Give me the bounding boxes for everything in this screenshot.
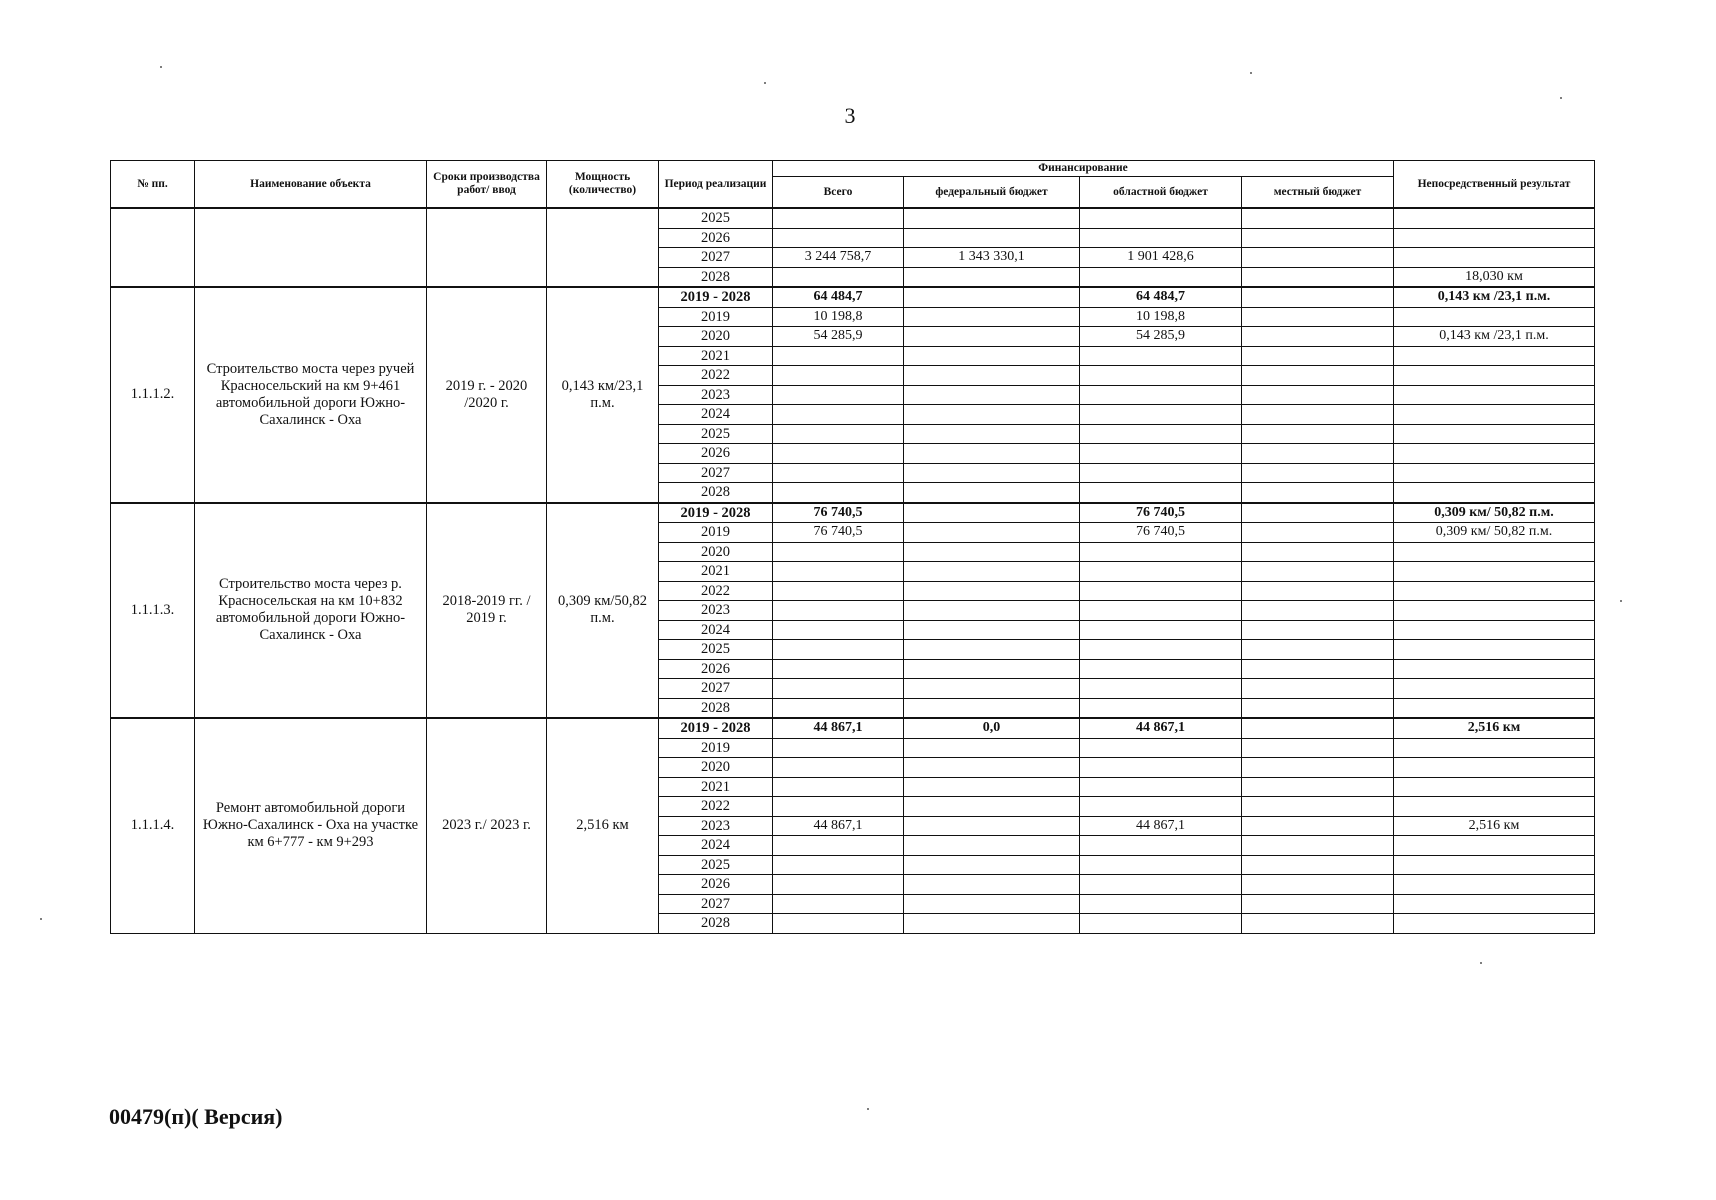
regional-cell [1080, 640, 1242, 660]
regional-cell [1080, 836, 1242, 856]
period-cell: 2027 [659, 248, 773, 268]
federal-cell [904, 698, 1080, 718]
federal-cell [904, 287, 1080, 307]
local-cell [1242, 797, 1394, 817]
local-cell [1242, 640, 1394, 660]
total-cell [773, 914, 904, 934]
result-cell [1394, 738, 1595, 758]
local-cell [1242, 444, 1394, 464]
regional-cell [1080, 424, 1242, 444]
local-cell [1242, 620, 1394, 640]
period-cell: 2020 [659, 758, 773, 778]
period-cell: 2019 - 2028 [659, 287, 773, 307]
total-cell [773, 777, 904, 797]
regional-cell [1080, 620, 1242, 640]
period-cell: 2027 [659, 679, 773, 699]
local-cell [1242, 287, 1394, 307]
total-cell: 76 740,5 [773, 523, 904, 543]
object-number: 1.1.1.4. [111, 718, 195, 933]
local-cell [1242, 777, 1394, 797]
regional-cell [1080, 698, 1242, 718]
regional-cell [1080, 758, 1242, 778]
total-cell [773, 483, 904, 503]
result-cell: 18,030 км [1394, 267, 1595, 287]
local-cell [1242, 542, 1394, 562]
federal-cell [904, 503, 1080, 523]
regional-cell [1080, 208, 1242, 228]
result-cell [1394, 640, 1595, 660]
federal-cell [904, 797, 1080, 817]
total-cell [773, 797, 904, 817]
total-cell [773, 267, 904, 287]
federal-cell [904, 228, 1080, 248]
period-cell: 2026 [659, 875, 773, 895]
local-cell [1242, 385, 1394, 405]
table-body [111, 208, 1595, 933]
table-row [111, 208, 1595, 228]
federal-cell [904, 777, 1080, 797]
total-cell [773, 836, 904, 856]
period-cell: 2019 [659, 738, 773, 758]
regional-cell: 44 867,1 [1080, 816, 1242, 836]
header-result: Непосредственный результат [1394, 161, 1595, 209]
regional-cell: 44 867,1 [1080, 718, 1242, 738]
local-cell [1242, 228, 1394, 248]
regional-cell [1080, 659, 1242, 679]
period-cell: 2019 [659, 523, 773, 543]
local-cell [1242, 523, 1394, 543]
document-code: 00479(п)( Версия) [109, 1104, 283, 1129]
federal-cell [904, 346, 1080, 366]
table-row [111, 287, 1595, 307]
scan-speck [1480, 962, 1482, 964]
result-cell [1394, 307, 1595, 327]
local-cell [1242, 208, 1394, 228]
local-cell [1242, 581, 1394, 601]
result-cell [1394, 385, 1595, 405]
federal-cell [904, 424, 1080, 444]
result-cell [1394, 698, 1595, 718]
regional-cell [1080, 894, 1242, 914]
local-cell [1242, 483, 1394, 503]
period-cell: 2028 [659, 914, 773, 934]
period-cell: 2026 [659, 228, 773, 248]
period-cell: 2026 [659, 444, 773, 464]
result-cell: 0,309 км/ 50,82 п.м. [1394, 503, 1595, 523]
result-cell [1394, 836, 1595, 856]
object-terms: 2023 г./ 2023 г. [427, 718, 547, 933]
local-cell [1242, 405, 1394, 425]
local-cell [1242, 738, 1394, 758]
regional-cell [1080, 385, 1242, 405]
result-cell [1394, 797, 1595, 817]
local-cell [1242, 307, 1394, 327]
period-cell: 2019 - 2028 [659, 503, 773, 523]
regional-cell [1080, 463, 1242, 483]
total-cell: 64 484,7 [773, 287, 904, 307]
header-name: Наименование объекта [195, 161, 427, 209]
total-cell: 10 198,8 [773, 307, 904, 327]
result-cell [1394, 366, 1595, 386]
header-period: Период реализации [659, 161, 773, 209]
header-terms: Сроки производства работ/ ввод [427, 161, 547, 209]
total-cell [773, 444, 904, 464]
federal-cell [904, 483, 1080, 503]
regional-cell [1080, 444, 1242, 464]
local-cell [1242, 894, 1394, 914]
total-cell: 3 244 758,7 [773, 248, 904, 268]
local-cell [1242, 267, 1394, 287]
regional-cell [1080, 679, 1242, 699]
total-cell: 44 867,1 [773, 718, 904, 738]
total-cell [773, 640, 904, 660]
local-cell [1242, 679, 1394, 699]
header-financing: Финансирование [773, 161, 1394, 177]
federal-cell [904, 738, 1080, 758]
federal-cell [904, 875, 1080, 895]
period-cell: 2025 [659, 208, 773, 228]
result-cell [1394, 758, 1595, 778]
object-terms: 2018-2019 гг. / 2019 г. [427, 503, 547, 719]
regional-cell: 76 740,5 [1080, 503, 1242, 523]
total-cell [773, 855, 904, 875]
scan-speck [160, 66, 162, 68]
total-cell [773, 679, 904, 699]
local-cell [1242, 718, 1394, 738]
total-cell [773, 659, 904, 679]
header-regional: областной бюджет [1080, 177, 1242, 209]
local-cell [1242, 346, 1394, 366]
scan-speck [867, 1108, 869, 1110]
period-cell: 2019 [659, 307, 773, 327]
local-cell [1242, 248, 1394, 268]
regional-cell [1080, 366, 1242, 386]
period-cell: 2025 [659, 424, 773, 444]
federal-cell [904, 601, 1080, 621]
total-cell [773, 463, 904, 483]
object-capacity: 0,143 км/23,1 п.м. [547, 287, 659, 503]
federal-cell [904, 208, 1080, 228]
scan-speck [40, 918, 42, 920]
federal-cell: 0,0 [904, 718, 1080, 738]
header-total: Всего [773, 177, 904, 209]
federal-cell [904, 463, 1080, 483]
period-cell: 2027 [659, 894, 773, 914]
result-cell [1394, 444, 1595, 464]
result-cell [1394, 894, 1595, 914]
result-cell [1394, 424, 1595, 444]
total-cell [773, 698, 904, 718]
result-cell [1394, 228, 1595, 248]
object-name: Ремонт автомобильной дороги Южно-Сахалинск - Оха на участке км 6+777 - км 9+293 [195, 718, 427, 933]
table-header [111, 161, 1595, 209]
period-cell: 2021 [659, 562, 773, 582]
local-cell [1242, 503, 1394, 523]
regional-cell: 64 484,7 [1080, 287, 1242, 307]
period-cell: 2028 [659, 698, 773, 718]
federal-cell [904, 914, 1080, 934]
federal-cell [904, 894, 1080, 914]
result-cell [1394, 483, 1595, 503]
local-cell [1242, 659, 1394, 679]
table-row [111, 503, 1595, 523]
total-cell [773, 228, 904, 248]
period-cell: 2024 [659, 620, 773, 640]
object-name [195, 208, 427, 287]
total-cell [773, 385, 904, 405]
header-local: местный бюджет [1242, 177, 1394, 209]
federal-cell [904, 405, 1080, 425]
federal-cell [904, 758, 1080, 778]
federal-cell [904, 366, 1080, 386]
regional-cell: 10 198,8 [1080, 307, 1242, 327]
period-cell: 2023 [659, 385, 773, 405]
result-cell [1394, 777, 1595, 797]
regional-cell [1080, 797, 1242, 817]
federal-cell [904, 562, 1080, 582]
result-cell [1394, 914, 1595, 934]
regional-cell [1080, 601, 1242, 621]
result-cell: 0,143 км /23,1 п.м. [1394, 327, 1595, 347]
object-number: 1.1.1.2. [111, 287, 195, 503]
federal-cell [904, 679, 1080, 699]
regional-cell [1080, 581, 1242, 601]
federal-cell [904, 542, 1080, 562]
federal-cell [904, 581, 1080, 601]
total-cell [773, 405, 904, 425]
result-cell [1394, 562, 1595, 582]
financing-table [110, 160, 1595, 934]
object-terms: 2019 г. - 2020 /2020 г. [427, 287, 547, 503]
period-cell: 2024 [659, 836, 773, 856]
federal-cell [904, 640, 1080, 660]
regional-cell [1080, 228, 1242, 248]
result-cell: 2,516 км [1394, 816, 1595, 836]
period-cell: 2021 [659, 346, 773, 366]
federal-cell [904, 855, 1080, 875]
result-cell [1394, 659, 1595, 679]
total-cell [773, 620, 904, 640]
page-number: 3 [844, 103, 856, 128]
regional-cell [1080, 855, 1242, 875]
total-cell [773, 758, 904, 778]
period-cell: 2020 [659, 327, 773, 347]
result-cell: 2,516 км [1394, 718, 1595, 738]
total-cell [773, 562, 904, 582]
federal-cell [904, 620, 1080, 640]
period-cell: 2023 [659, 816, 773, 836]
federal-cell [904, 659, 1080, 679]
result-cell [1394, 620, 1595, 640]
federal-cell: 1 343 330,1 [904, 248, 1080, 268]
result-cell [1394, 463, 1595, 483]
local-cell [1242, 875, 1394, 895]
regional-cell [1080, 346, 1242, 366]
regional-cell [1080, 483, 1242, 503]
local-cell [1242, 327, 1394, 347]
scan-speck [1250, 72, 1252, 74]
period-cell: 2020 [659, 542, 773, 562]
federal-cell [904, 385, 1080, 405]
result-cell [1394, 581, 1595, 601]
federal-cell [904, 444, 1080, 464]
table-row [111, 718, 1595, 738]
period-cell: 2027 [659, 463, 773, 483]
header-num: № пп. [111, 161, 195, 209]
total-cell [773, 875, 904, 895]
local-cell [1242, 366, 1394, 386]
period-cell: 2028 [659, 483, 773, 503]
total-cell [773, 738, 904, 758]
total-cell: 44 867,1 [773, 816, 904, 836]
scan-speck [1620, 600, 1622, 602]
object-capacity [547, 208, 659, 287]
object-number: 1.1.1.3. [111, 503, 195, 719]
regional-cell [1080, 562, 1242, 582]
total-cell [773, 366, 904, 386]
result-cell [1394, 208, 1595, 228]
federal-cell [904, 836, 1080, 856]
regional-cell [1080, 875, 1242, 895]
regional-cell [1080, 542, 1242, 562]
object-terms [427, 208, 547, 287]
regional-cell [1080, 914, 1242, 934]
regional-cell [1080, 267, 1242, 287]
total-cell [773, 424, 904, 444]
federal-cell [904, 307, 1080, 327]
regional-cell: 76 740,5 [1080, 523, 1242, 543]
result-cell [1394, 855, 1595, 875]
local-cell [1242, 836, 1394, 856]
total-cell [773, 542, 904, 562]
scan-speck [764, 82, 766, 84]
regional-cell [1080, 405, 1242, 425]
header-capacity: Мощность (количество) [547, 161, 659, 209]
local-cell [1242, 463, 1394, 483]
local-cell [1242, 816, 1394, 836]
local-cell [1242, 601, 1394, 621]
period-cell: 2022 [659, 797, 773, 817]
result-cell [1394, 601, 1595, 621]
regional-cell [1080, 738, 1242, 758]
scan-speck [1560, 97, 1562, 99]
object-capacity: 0,309 км/50,82 п.м. [547, 503, 659, 719]
local-cell [1242, 758, 1394, 778]
total-cell [773, 581, 904, 601]
federal-cell [904, 327, 1080, 347]
result-cell [1394, 542, 1595, 562]
period-cell: 2019 - 2028 [659, 718, 773, 738]
period-cell: 2028 [659, 267, 773, 287]
local-cell [1242, 855, 1394, 875]
object-name: Строительство моста через р. Красносельская на км 10+832 автомобильной дороги Южно-Сахалинск - Оха [195, 503, 427, 719]
period-cell: 2025 [659, 855, 773, 875]
total-cell [773, 894, 904, 914]
period-cell: 2025 [659, 640, 773, 660]
result-cell: 0,143 км /23,1 п.м. [1394, 287, 1595, 307]
regional-cell: 54 285,9 [1080, 327, 1242, 347]
local-cell [1242, 698, 1394, 718]
result-cell [1394, 679, 1595, 699]
total-cell [773, 601, 904, 621]
period-cell: 2023 [659, 601, 773, 621]
period-cell: 2022 [659, 366, 773, 386]
result-cell: 0,309 км/ 50,82 п.м. [1394, 523, 1595, 543]
local-cell [1242, 424, 1394, 444]
period-cell: 2026 [659, 659, 773, 679]
local-cell [1242, 914, 1394, 934]
result-cell [1394, 875, 1595, 895]
result-cell [1394, 405, 1595, 425]
total-cell [773, 208, 904, 228]
federal-cell [904, 523, 1080, 543]
federal-cell [904, 267, 1080, 287]
period-cell: 2021 [659, 777, 773, 797]
total-cell [773, 346, 904, 366]
object-name: Строительство моста через ручей Красносельский на км 9+461 автомобильной дороги Южно-Сахалинск - Оха [195, 287, 427, 503]
object-number [111, 208, 195, 287]
result-cell [1394, 346, 1595, 366]
period-cell: 2024 [659, 405, 773, 425]
regional-cell: 1 901 428,6 [1080, 248, 1242, 268]
total-cell: 54 285,9 [773, 327, 904, 347]
result-cell [1394, 248, 1595, 268]
object-capacity: 2,516 км [547, 718, 659, 933]
federal-cell [904, 816, 1080, 836]
header-federal: федеральный бюджет [904, 177, 1080, 209]
period-cell: 2022 [659, 581, 773, 601]
local-cell [1242, 562, 1394, 582]
total-cell: 76 740,5 [773, 503, 904, 523]
regional-cell [1080, 777, 1242, 797]
